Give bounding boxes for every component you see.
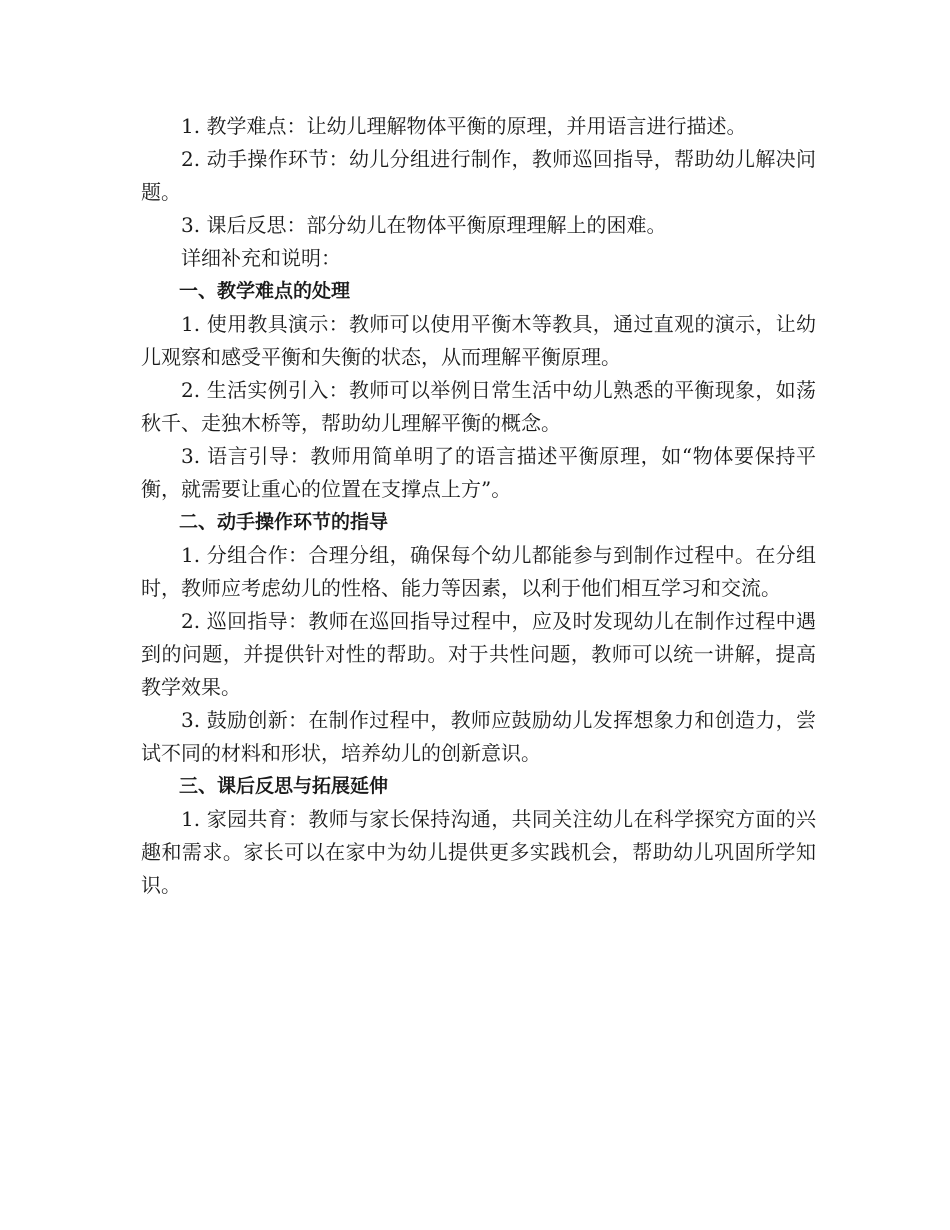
document-body bbox=[141, 110, 816, 902]
paragraph-supplement-intro: 详细补充和说明： bbox=[181, 246, 341, 270]
paragraph-group-cooperation: 1. 分组合作：合理分组，确保每个幼儿都能参与到制作过程中。在分组时，教师应考虑幼儿的性格、能力等因素，以利于他们相互学习和交流。 bbox=[141, 543, 816, 600]
paragraph-reflection: 3. 课后反思：部分幼儿在物体平衡原理理解上的困难。 bbox=[181, 213, 667, 237]
paragraph-home-school: 1. 家园共育：教师与家长保持沟通，共同关注幼儿在科学探究方面的兴趣和需求。家长可以在家中为幼儿提供更多实践机会，帮助幼儿巩固所学知识。 bbox=[141, 807, 816, 897]
section-heading-2: 二、动手操作环节的指导 bbox=[179, 511, 389, 533]
paragraph-life-examples: 2. 生活实例引入：教师可以举例日常生活中幼儿熟悉的平衡现象，如荡秋千、走独木桥等，帮助幼儿理解平衡的概念。 bbox=[141, 378, 816, 435]
paragraph-hands-on: 2. 动手操作环节：幼儿分组进行制作，教师巡回指导，帮助幼儿解决问题。 bbox=[141, 147, 816, 204]
paragraph-encourage-innovation: 3. 鼓励创新：在制作过程中，教师应鼓励幼儿发挥想象力和创造力，尝试不同的材料和形状，培养幼儿的创新意识。 bbox=[141, 708, 816, 765]
section-heading-1: 一、教学难点的处理 bbox=[179, 280, 351, 302]
paragraph-difficulty: 1. 教学难点：让幼儿理解物体平衡的原理，并用语言进行描述。 bbox=[181, 114, 747, 138]
section-heading-3: 三、课后反思与拓展延伸 bbox=[179, 775, 389, 797]
paragraph-language-guidance: 3. 语言引导：教师用简单明了的语言描述平衡原理，如“物体要保持平衡，就需要让重心的位置在支撑点上方”。 bbox=[141, 444, 816, 501]
paragraph-teaching-aids: 1. 使用教具演示：教师可以使用平衡木等教具，通过直观的演示，让幼儿观察和感受平衡和失衡的状态，从而理解平衡原理。 bbox=[141, 312, 816, 369]
paragraph-tour-guidance: 2. 巡回指导：教师在巡回指导过程中，应及时发现幼儿在制作过程中遇到的问题，并提供针对性的帮助。对于共性问题，教师可以统一讲解，提高教学效果。 bbox=[141, 609, 816, 699]
